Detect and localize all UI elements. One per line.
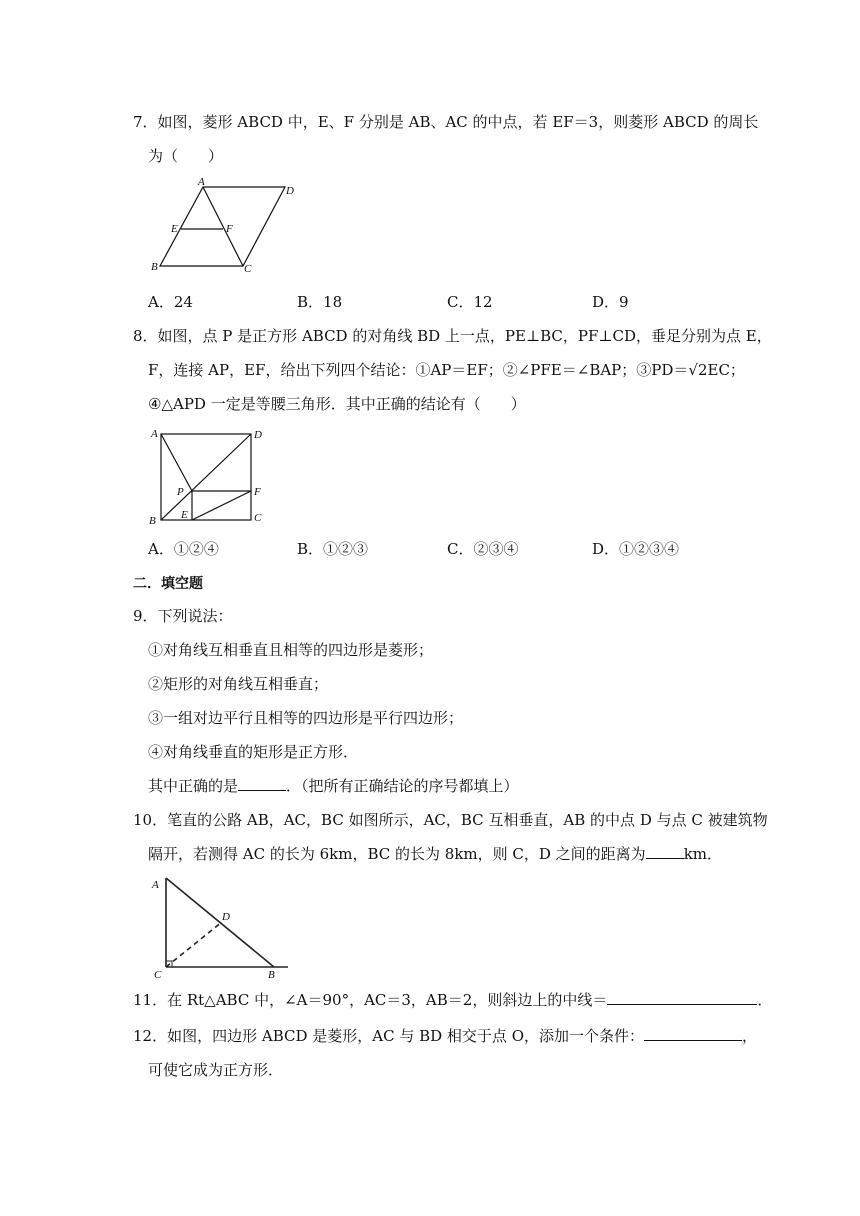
q8-label-b: B [149,515,156,527]
q9-item-1: ①对角线互相垂直且相等的四边形是菱形； [148,641,434,659]
q7-option-c: C．12 [447,293,493,311]
q10-label-c: C [154,969,162,980]
q8-label-d: D [254,429,262,441]
q12-answer-blank[interactable] [644,1026,742,1041]
q9-answer-suffix: ．（把所有正确结论的序号都填上） [286,777,519,795]
q9-answer-line [148,776,519,796]
q9-answer-prefix: 其中正确的是 [148,777,239,795]
q10-label-b: B [268,969,275,980]
q8-label-a: A [151,428,158,440]
q10-answer-blank[interactable] [646,844,684,859]
q7-option-b: B．18 [297,293,343,311]
q7-option-d: D．9 [592,293,629,311]
q8-label-f: F [254,486,261,498]
q7-label-a: A [198,178,205,188]
q7-rhombus-figure [148,178,308,274]
q12-prefix: 12．如图，四边形 ABCD 是菱形，AC 与 BD 相交于点 O，添加一个条件： [133,1027,644,1045]
q10-stem-line1: 10．笔直的公路 AB，AC，BC 如图所示，AC，BC 互相垂直，AB 的中点 D 与点 C 被建筑物 [133,811,768,829]
q7-stem-line1: 7．如图，菱形 ABCD 中，E、F 分别是 AB、AC 的中点，若 EF＝3，则菱形 ABCD 的周长 [133,113,759,131]
q7-label-f: F [226,223,233,235]
q11-answer-blank[interactable] [607,990,757,1005]
q8-label-e: E [181,509,188,521]
q10-label-a: A [152,879,159,891]
q10-line2-suffix: km． [683,845,723,863]
q8-stem-line1: 8．如图，点 P 是正方形 ABCD 的对角线 BD 上一点，PE⊥BC，PF⊥CD，垂足分别为点 E， [133,327,772,345]
q11-prefix: 11．在 Rt△ABC 中，∠A＝90°，AC＝3，AB＝2，则斜边上的中线＝ [133,991,608,1009]
q7-option-a: A．24 [148,293,193,311]
q7-label-c: C [244,263,252,274]
q10-line2-prefix: 隔开，若测得 AC 的长为 6km，BC 的长为 8km，则 C，D 之间的距离为 [148,845,646,863]
section-fill-blank-title: 二．填空题 [133,576,203,592]
q9-item-2: ②矩形的对角线互相垂直； [148,675,329,693]
q9-item-3: ③一组对边平行且相等的四边形是平行四边形； [148,709,464,727]
q10-right-triangle-figure [146,872,294,980]
q12-stem-line1 [133,1026,757,1046]
q9-stem: 9．下列说法： [133,607,233,625]
q8-square-figure [146,424,270,528]
q7-label-e: E [171,223,178,235]
q7-label-d: D [286,185,294,197]
q11-suffix: ． [757,991,773,1009]
q8-label-p: P [177,486,184,498]
q8-option-d: D．①②③④ [592,540,680,558]
q8-stem-line3: ④△APD 一定是等腰三角形．其中正确的结论有（ ） [148,395,526,413]
q8-label-c: C [254,512,262,524]
q8-option-c: C．②③④ [447,540,519,558]
q7-stem-line2: 为（ ） [148,147,224,165]
q12-stem-line2: 可使它成为正方形． [148,1061,284,1079]
q8-option-a: A．①②④ [148,540,219,558]
q12-suffix: ， [742,1027,758,1045]
q9-item-4: ④对角线垂直的矩形是正方形． [148,743,359,761]
q11-stem [133,990,772,1010]
q9-answer-blank[interactable] [238,776,286,791]
q10-label-d: D [222,911,230,923]
q7-label-b: B [151,261,158,273]
q8-option-b: B．①②③ [297,540,369,558]
q10-stem-line2 [148,844,722,864]
q8-stem-line2: F，连接 AP，EF，给出下列四个结论：①AP＝EF；②∠PFE＝∠BAP；③PD＝√2EC； [148,361,745,379]
